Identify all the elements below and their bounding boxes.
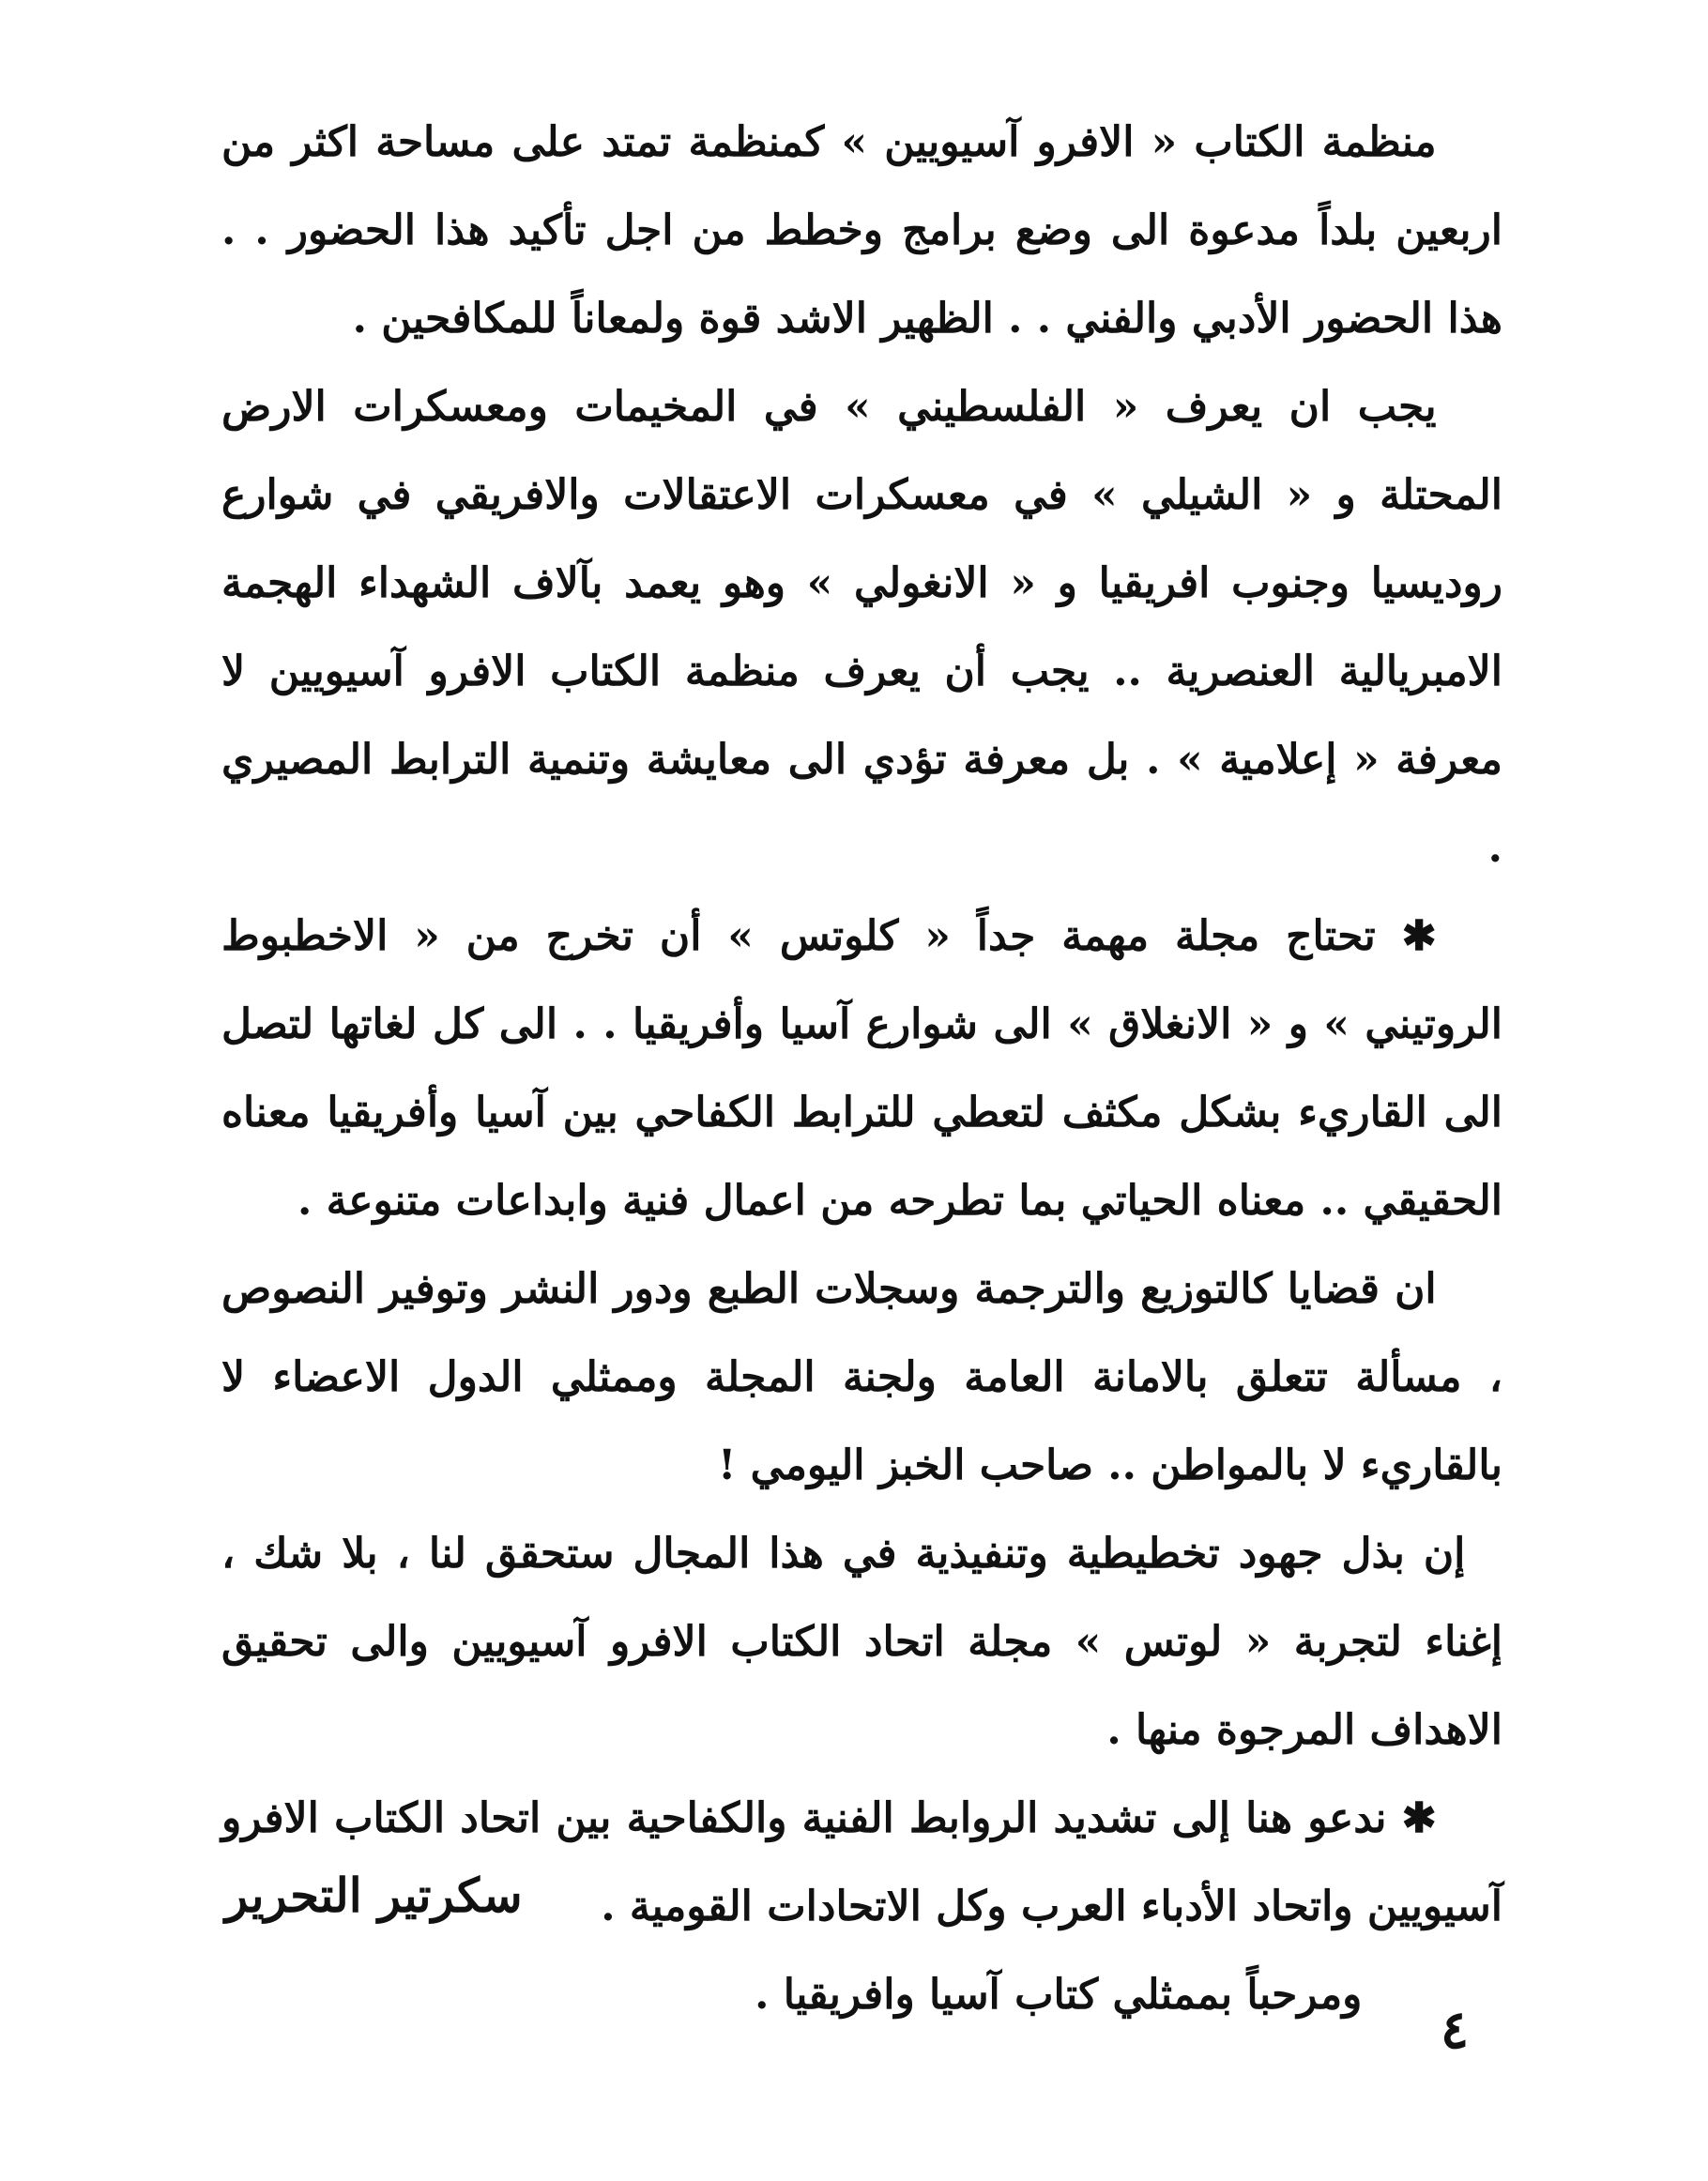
paragraph-4: ان قضايا كالتوزيع والترجمة وسجلات الطبع ودور النشر وتوفير النصوص ، مسألة تتعلق بالامانة العامة ولجنة المجلة وممثلي الدول الاعضاء لا بالقاريء لا بالمواطن .. صاحب الخبز اليومي ! <box>221 1265 1502 1489</box>
paragraph-6: ✱ ندعو هنا إلى تشديد الروابط الفنية والكفاحية بين اتحاد الكتاب الافرو آسيويين واتحاد الأدباء العرب وكل الاتحادات القومية . <box>221 1794 1502 1930</box>
article-body <box>221 99 1502 2039</box>
paragraph-5: إن بذل جهود تخطيطية وتنفيذية في هذا المجال ستحقق لنا ، بلا شك ، إغناء لتجربة « لوتس » مجلة اتحاد الكتاب الافرو آسيويين والى تحقيق الاهداف المرجوة منها . <box>221 1530 1502 1754</box>
paragraph-7: ومرحباً بممثلي كتاب آسيا وافريقيا . <box>755 1971 1363 2019</box>
paragraph-3: ✱ تحتاج مجلة مهمة جداً « كلوتس » أن تخرج من « الاخطبوط الروتيني » و « الانغلاق » الى شوارع آسيا وأفريقيا . . الى كل لغاتها لتصل الى القاريء بشكل مكثف لتعطي للترابط الكفاحي بين آسيا وأفريقيا معناه الحقيقي .. معناه الحياتي بما تطرحه من اعمال فنية وابداعات متنوعة . <box>221 912 1502 1225</box>
page-number: ٤ <box>1440 1999 1470 2061</box>
paragraph-1: منظمة الكتاب « الافرو آسيويين » كمنظمة تمتد على مساحة اكثر من اربعين بلداً مدعوة الى وضع برامج وخطط من اجل تأكيد هذا الحضور . . هذا الحضور الأدبي والفني . . الظهير الاشد قوة ولمعاناً للمكافحين . <box>221 118 1502 343</box>
paragraph-2: يجب ان يعرف « الفلسطيني » في المخيمات ومعسكرات الارض المحتلة و « الشيلي » في معسكرات الاعتقالات والافريقي في شوارع روديسيا وجنوب افريقيا و « الانغولي » وهو يعمد بآلاف الشهداء الهجمة الامبريالية العنصرية .. يجب أن يعرف منظمة الكتاب الافرو آسيويين لا معرفة « إعلامية » . بل معرفة تؤدي الى معايشة وتنمية الترابط المصيري . <box>221 383 1503 872</box>
signature-editorial-secretary: سكرتير التحرير <box>225 1868 523 1923</box>
